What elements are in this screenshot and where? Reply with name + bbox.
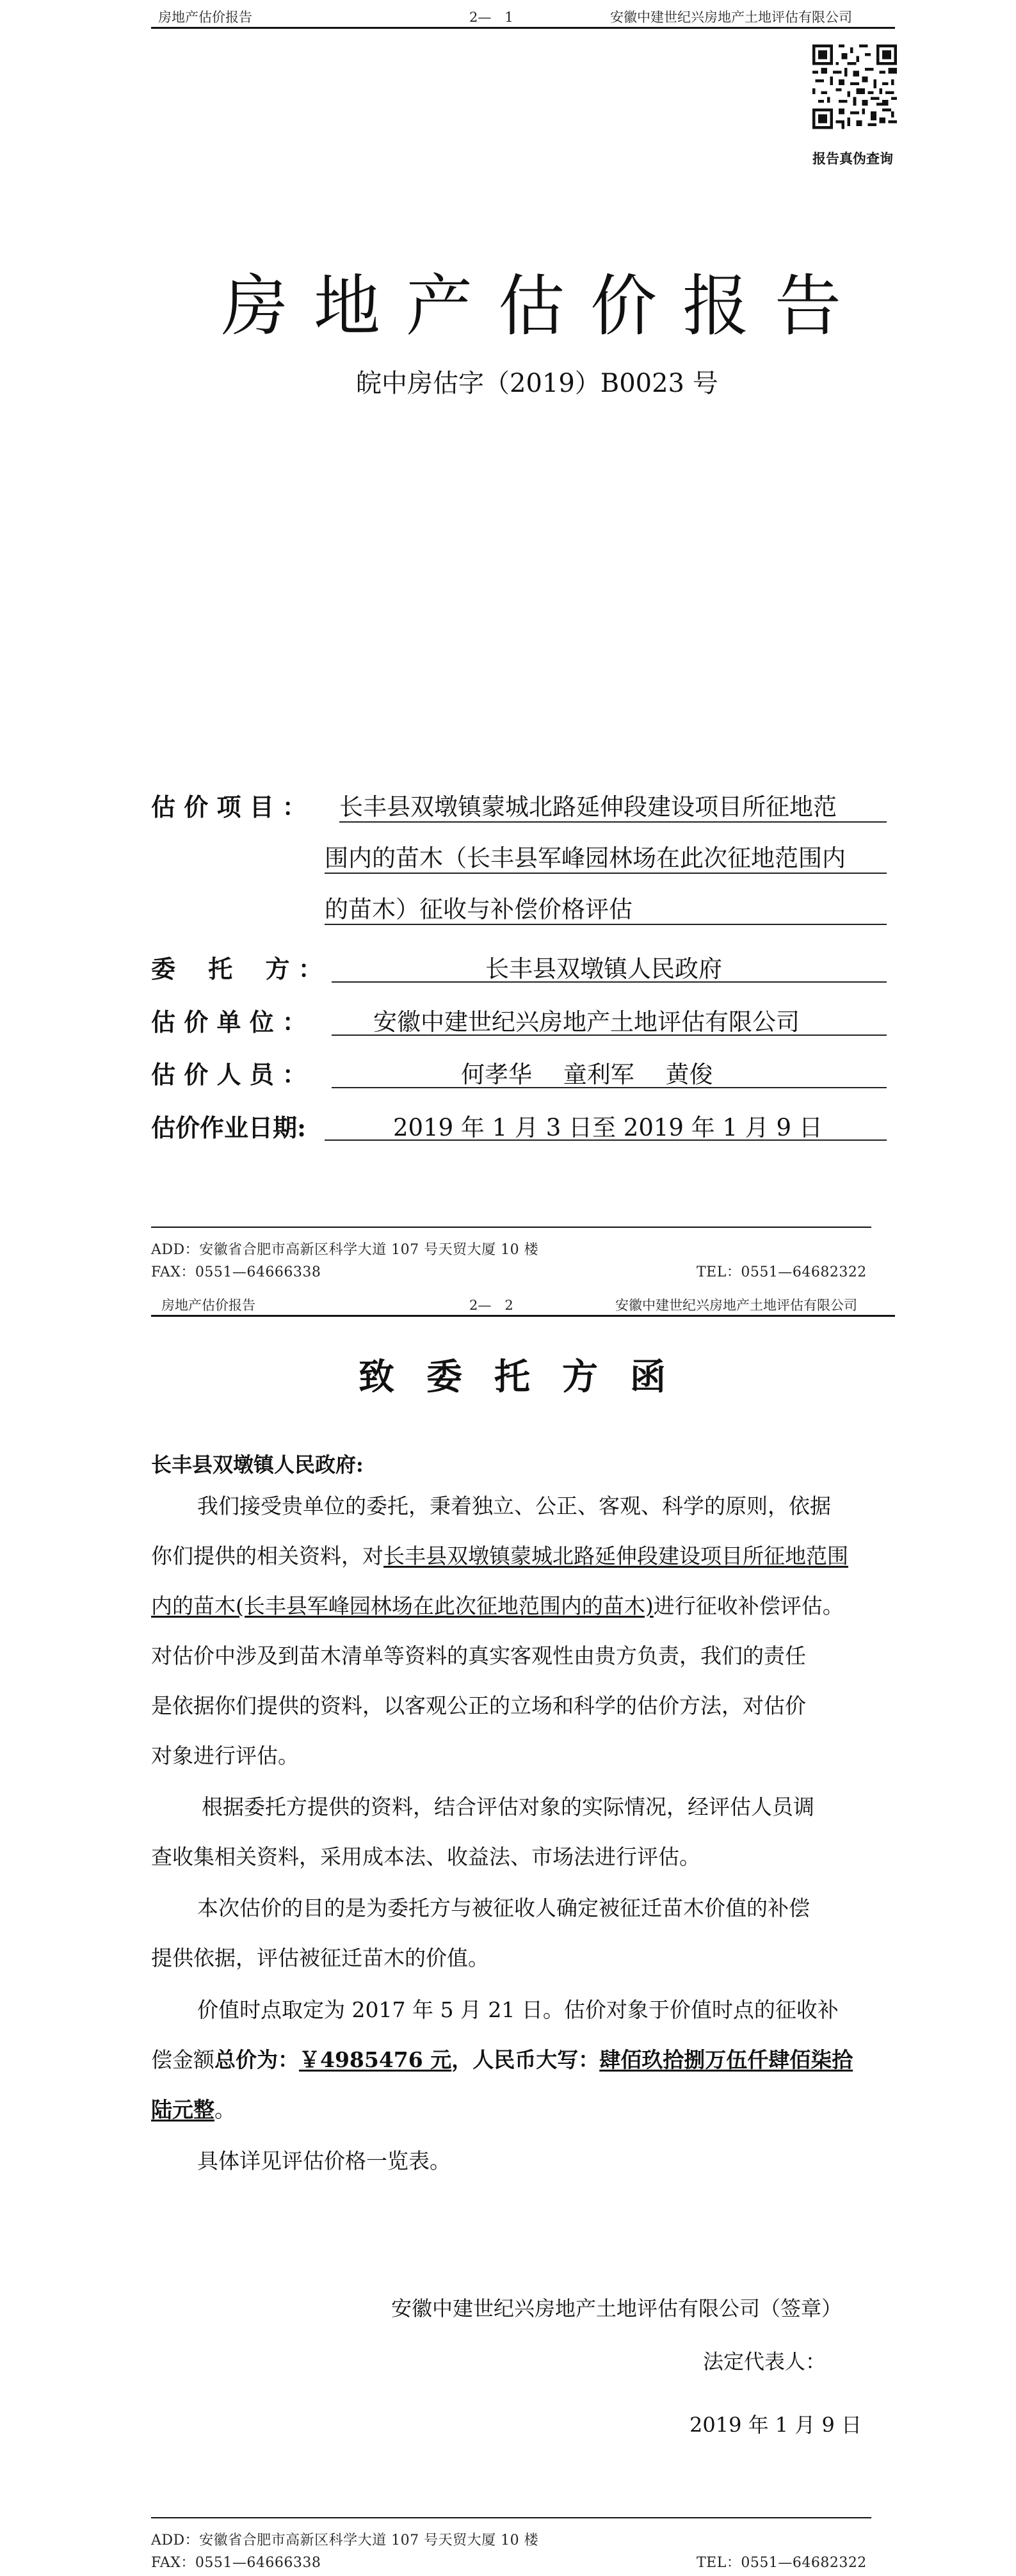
header-rule: [151, 27, 895, 29]
footer-address: ADD：安徽省合肥市高新区科学大道 107 号天贸大厦 10 楼: [151, 1242, 539, 1258]
para1-line3: [151, 1593, 844, 1619]
para1-line2-text: 你们提供的相关资料，对: [151, 1543, 383, 1568]
project-name-underlined: 内的苗木(长丰县军峰园林场在此次征地范围内的苗木): [151, 1593, 654, 1618]
underline: [325, 1139, 887, 1141]
footer-fax: FAX：0551—64666338: [151, 2555, 321, 2571]
rmb-amount-cont: 陆元整: [151, 2097, 214, 2122]
work-date-value: 2019 年 1 月 3 日至 2019 年 1 月 9 日: [393, 1114, 823, 1141]
addressee: 长丰县双墩镇人民政府:: [151, 1453, 364, 1477]
footer-address: ADD：安徽省合肥市高新区科学大道 107 号天贸大厦 10 楼: [151, 2532, 539, 2548]
para3-line1: 本次估价的目的是为委托方与被征收人确定被征迁苗木价值的补偿: [197, 1896, 810, 1920]
para1-line1: 我们接受贵单位的委托，秉着独立、公正、客观、科学的原则，依据: [197, 1493, 831, 1518]
legal-representative: 法定代表人：: [703, 2349, 827, 2374]
qr-code-icon[interactable]: [812, 43, 897, 131]
project-name-underlined: 长丰县双墩镇蒙城北路延伸段建设项目所征地范围: [383, 1543, 848, 1568]
underline: [325, 924, 887, 925]
para4-line3: [151, 2097, 236, 2123]
footer-tel: TEL：0551—64682322: [697, 2555, 867, 2571]
project-line-2: 围内的苗木（长丰县军峰园林场在此次征地范围内: [325, 844, 846, 872]
para3-line2: 提供依据，评估被征迁苗木的价值。: [151, 1945, 489, 1970]
rmb-amount: 肆佰玖拾捌万伍仟肆佰柒拾: [599, 2047, 853, 2072]
signature-date: 2019 年 1 月 9 日: [689, 2413, 862, 2437]
qr-verify-label: 报告真伪查询: [812, 150, 893, 166]
running-header-page: 2— 2: [469, 1298, 513, 1313]
para5: 具体详见评估价格一览表。: [197, 2148, 451, 2173]
footer-rule: [151, 1227, 871, 1228]
para2-line1: 根据委托方提供的资料，结合评估对象的实际情况，经评估人员调: [202, 1794, 814, 1819]
header-rule: [151, 1315, 895, 1317]
underline: [325, 873, 887, 874]
client-label: 委 托 方 ：: [151, 954, 323, 983]
running-header-page: 2— 1: [469, 10, 513, 25]
appraiser-unit-value: 安徽中建世纪兴房地产土地评估有限公司: [373, 1008, 800, 1036]
para1-line5: 是依据你们提供的资料，以客观公正的立场和科学的估价方法，对估价: [151, 1693, 806, 1718]
para2-line2: 查收集相关资料，采用成本法、收益法、市场法进行评估。: [151, 1844, 700, 1869]
appraiser-unit-label: 估 价 单 位 ：: [151, 1008, 307, 1036]
underline: [332, 1087, 887, 1088]
underline: [332, 981, 887, 983]
project-label: 估 价 项 目 ：: [151, 793, 307, 821]
client-value: 长丰县双墩镇人民政府: [485, 955, 722, 983]
appraisers-value: 何孝华 童利军 黄俊: [461, 1061, 713, 1088]
appraisers-label: 估 价 人 员 ：: [151, 1060, 307, 1089]
project-line-1: 长丰县双墩镇蒙城北路延伸段建设项目所征地范: [339, 793, 837, 821]
para4-end: 。: [214, 2097, 236, 2122]
running-header-right: 安徽中建世纪兴房地产土地评估有限公司: [615, 1298, 857, 1313]
total-price-value: ￥4985476 元: [299, 2047, 452, 2072]
para1-line2: [151, 1543, 848, 1569]
report-number: 皖中房估字（2019）B0023 号: [356, 369, 718, 398]
letter-title: 致委托方函: [359, 1356, 698, 1398]
running-header-left: 房地产估价报告: [158, 10, 252, 25]
report-title: 房地产估价报告: [222, 267, 867, 345]
running-header-left: 房地产估价报告: [161, 1298, 255, 1313]
footer-rule: [151, 2517, 871, 2518]
para1-line3-text: 进行征收补偿评估。: [653, 1593, 844, 1618]
project-line-3: 的苗木）征收与补偿价格评估: [325, 896, 633, 923]
footer-tel: TEL：0551—64682322: [697, 1264, 867, 1280]
para1-line4: 对估价中涉及到苗木清单等资料的真实客观性由贵方负责，我们的责任: [151, 1643, 806, 1668]
para1-line6: 对象进行评估。: [151, 1743, 299, 1768]
work-date-label: 估价作业日期:: [151, 1113, 307, 1142]
underline: [339, 821, 887, 823]
para4-line2: [151, 2047, 853, 2073]
total-price-label: 总价为：: [214, 2047, 299, 2072]
footer-fax: FAX：0551—64666338: [151, 1264, 321, 1280]
running-header-right: 安徽中建世纪兴房地产土地评估有限公司: [610, 10, 852, 25]
signature-company: 安徽中建世纪兴房地产土地评估有限公司（签章）: [391, 2296, 843, 2321]
para4-text: 偿金额: [151, 2047, 214, 2072]
underline: [332, 1034, 887, 1036]
para4-line1: 价值时点取定为 2017 年 5 月 21 日。估价对象于价值时点的征收补: [197, 1997, 839, 2022]
rmb-label: ，人民币大写：: [451, 2047, 600, 2072]
